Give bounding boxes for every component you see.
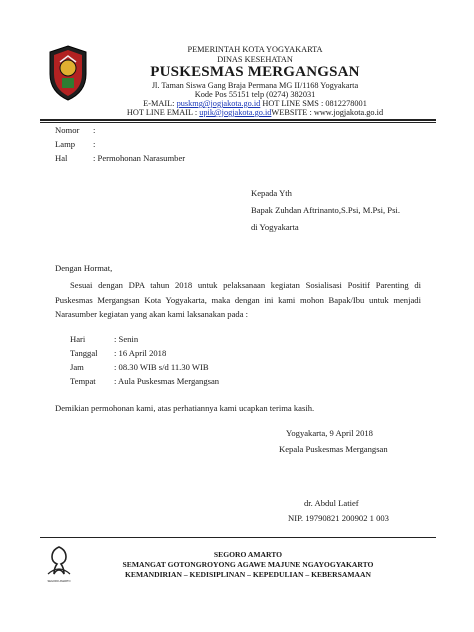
footer-line-3: KEMANDIRIAN – KEDISIPLINAN – KEPEDULIAN – KEBERSAMAAN xyxy=(125,570,371,579)
recipient-line-1: Kepada Yth xyxy=(251,188,292,198)
detail-jam-value: : 08.30 WIB s/d 11.30 WIB xyxy=(114,362,209,372)
kop-divider-thin xyxy=(40,122,436,123)
meta-hal-value: : Permohonan Narasumber xyxy=(93,153,186,163)
detail-hari-value: : Senin xyxy=(114,334,139,344)
detail-tanggal-value: : 16 April 2018 xyxy=(114,348,167,358)
signature-nip: NIP. 19790821 200902 1 003 xyxy=(288,513,389,523)
footer-divider xyxy=(40,537,436,538)
closing-sentence: Demikian permohonan kami, atas perhatiannya kami ucapkan terima kasih. xyxy=(55,403,315,413)
email-link[interactable]: puskmg@jogjakota.go.id xyxy=(176,99,261,108)
footer-line-1: SEGORO AMARTO xyxy=(213,550,283,559)
detail-tempat-value: : Aula Puskesmas Mergangsan xyxy=(114,376,220,386)
kop-divider-thick xyxy=(40,119,436,121)
meta-hal-label: Hal xyxy=(55,153,68,163)
signature-place-date: Yogyakarta, 9 April 2018 xyxy=(286,428,373,438)
detail-jam-label: Jam xyxy=(70,362,84,372)
kop-hotline-email-line xyxy=(90,108,420,118)
hotline-email-label: HOT LINE EMAIL : xyxy=(126,108,200,117)
body-paragraph: Sesuai dengan DPA tahun 2018 untuk pelaksanaan kegiatan Sosialisasi Positif Parenting di Puskesmas Mergangsan Kota Yogyakarta, maka dengan ini kami mohon Bapak/Ibu untuk menjadi Narasumber kegiatan yang akan kami laksanakan pada : xyxy=(55,280,421,319)
segoro-amarto-logo xyxy=(44,544,74,586)
meta-nomor-sep: : xyxy=(93,125,96,135)
detail-tempat-label: Tempat xyxy=(70,376,96,386)
kop-line-government: PEMERINTAH KOTA YOGYAKARTA xyxy=(187,45,323,54)
signature-name: dr. Abdul Latief xyxy=(304,498,359,508)
kop-line-department: DINAS KESEHATAN xyxy=(217,55,293,64)
detail-hari-label: Hari xyxy=(70,334,86,344)
city-emblem-logo xyxy=(46,44,90,102)
hotline-sms: HOT LINE SMS : 0812278001 xyxy=(260,99,367,108)
recipient-line-2: Bapak Zuhdan Aftrinanto,S.Psi, M.Psi, Psi. xyxy=(251,205,400,215)
meta-lamp-sep: : xyxy=(93,139,96,149)
signature-position: Kepala Puskesmas Mergangsan xyxy=(279,444,388,454)
detail-tanggal-label: Tanggal xyxy=(70,348,98,358)
meta-lamp-label: Lamp xyxy=(55,139,76,149)
hotline-email-link[interactable]: upik@jogjakota.go.id xyxy=(199,108,272,117)
website-text: WEBSITE : www.jogjakota.go.id xyxy=(271,108,384,117)
footer-line-2: SEMANGAT GOTONGROYONG AGAWE MAJUNE NGAYOGYAKARTO xyxy=(122,560,374,569)
email-label: E-MAIL: xyxy=(143,99,177,108)
kop-address: Jl. Taman Siswa Gang Braja Permana MG II/1168 Yogyakarta xyxy=(151,81,359,90)
kop-postal: Kode Pos 55151 telp (0274) 382031 xyxy=(194,90,316,99)
meta-nomor-label: Nomor xyxy=(55,125,80,135)
recipient-line-3: di Yogyakarta xyxy=(251,222,299,232)
greeting: Dengan Hormat, xyxy=(55,263,113,273)
logo-caption: SEGORO AMARTO xyxy=(47,580,71,583)
kop-title: PUSKESMAS MERGANGSAN xyxy=(150,64,360,80)
